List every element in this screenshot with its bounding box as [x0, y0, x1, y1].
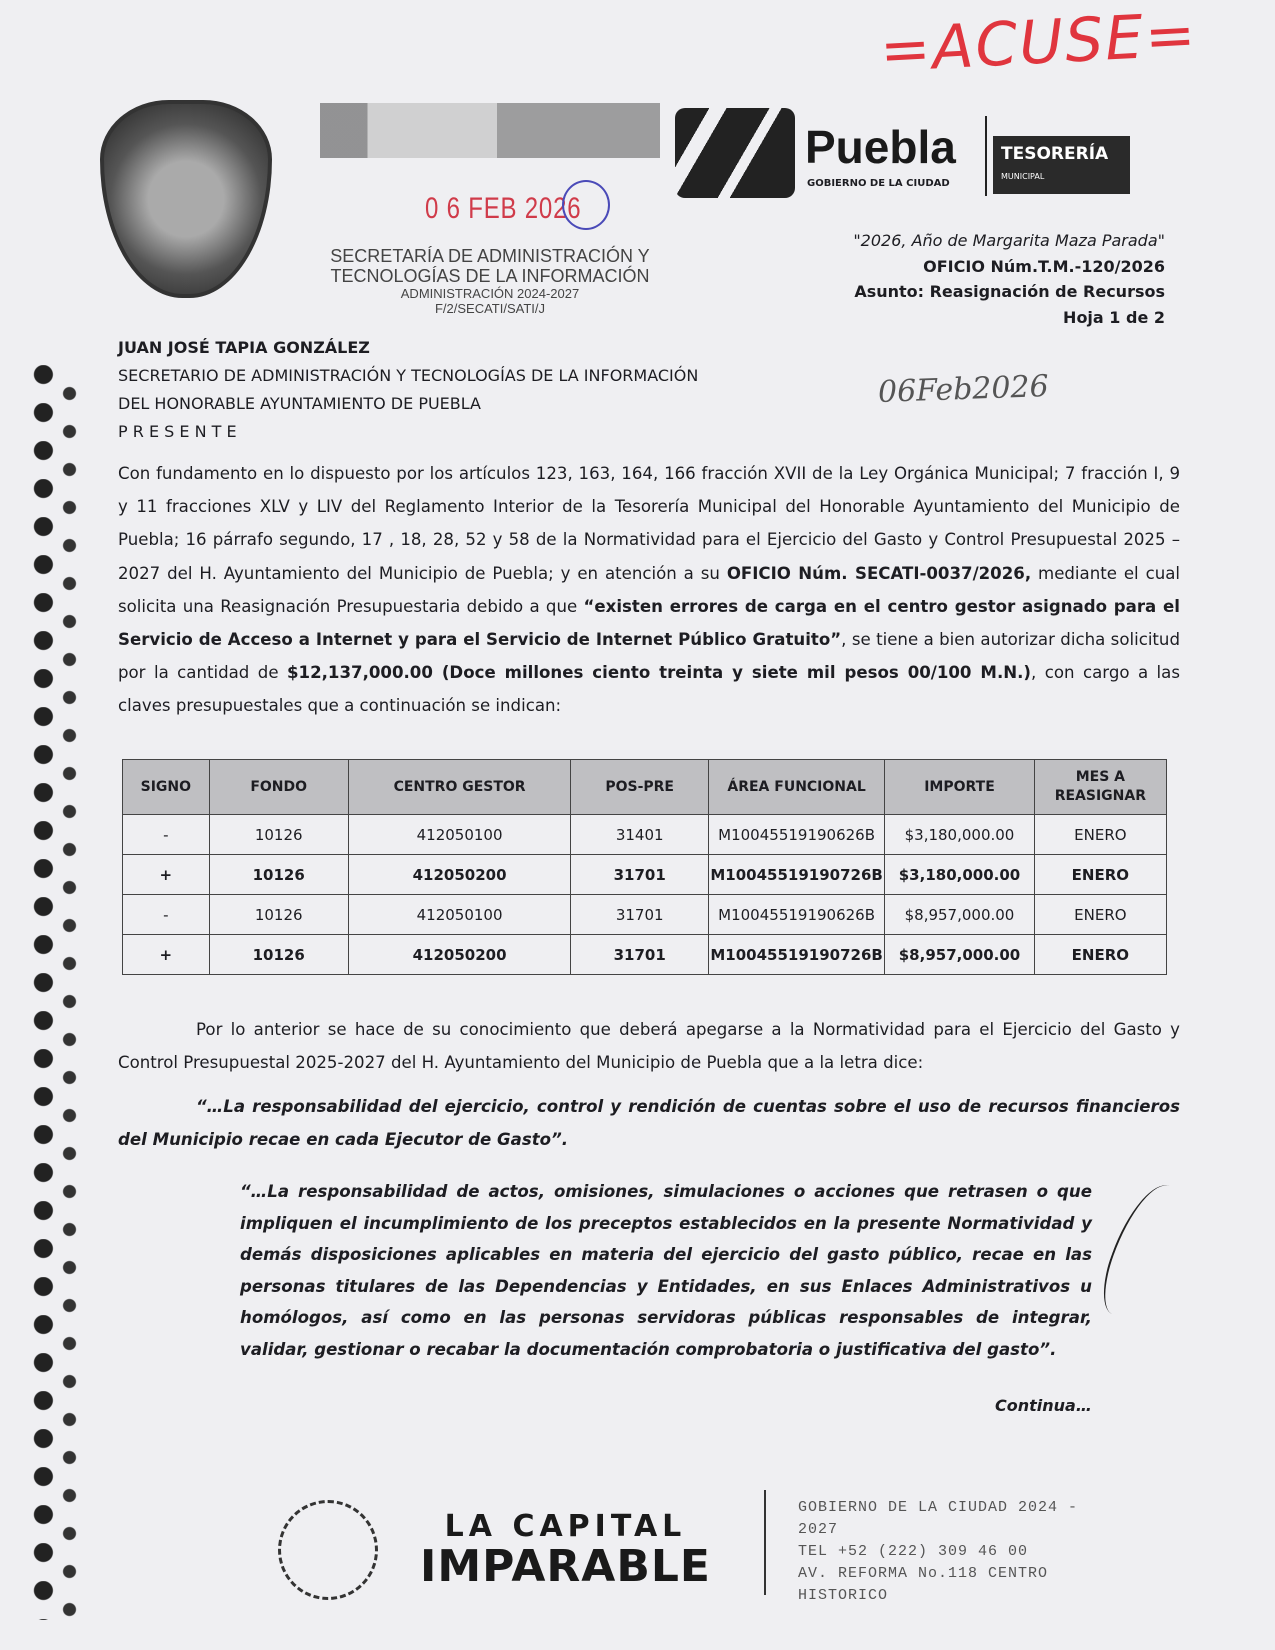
footer-divider [764, 1490, 766, 1595]
addressee-block [118, 334, 698, 446]
table-cell: 31701 [571, 855, 708, 895]
quote-1: “…La responsabilidad del ejercicio, control y rendición de cuentas sobre el uso de recursos financieros del Municipio recae en cada Ejecutor de Gasto”. [118, 1097, 1180, 1150]
table-row [123, 815, 1167, 855]
quote-2: “…La responsabilidad de actos, omisiones, simulaciones o acciones que retrasen o que impliquen el incumplimiento de los preceptos establecidos en la presente Normatividad y demás disposiciones aplicables en materia del ejercicio del gasto público, recae en las personas titulares de las Dependencias y Entidades, en sus Enlaces Administrativos u homólogos, así como en las personas servidoras públicas responsables de integrar, validar, gestionar o recabar la documentación comprobatoria o justificativa del gasto”. [240, 1182, 1092, 1359]
col-header: IMPORTE [885, 760, 1034, 815]
table-cell: + [123, 855, 210, 895]
table-cell: 412050200 [348, 855, 571, 895]
address-line: 2027 [798, 1521, 839, 1538]
handwritten-date: 06Feb2026 [877, 369, 1050, 410]
table-cell: 412050200 [348, 935, 571, 975]
table-cell: $3,180,000.00 [885, 815, 1034, 855]
logo-dept-sub: MUNICIPAL [1001, 172, 1045, 181]
table-cell: $8,957,000.00 [885, 895, 1034, 935]
table-cell: - [123, 815, 210, 855]
table-cell: - [123, 895, 210, 935]
budget-table [122, 759, 1167, 975]
col-header: CENTRO GESTOR [348, 760, 571, 815]
tesoreria-logo [675, 108, 1130, 198]
table-cell: 10126 [209, 935, 348, 975]
addressee-name: JUAN JOSÉ TAPIA GONZÁLEZ [118, 338, 370, 357]
address-line: AV. REFORMA No.118 CENTRO [798, 1565, 1049, 1582]
table-cell: M10045519190726B [708, 935, 884, 975]
logo-divider [985, 116, 987, 196]
col-header: SIGNO [123, 760, 210, 815]
logo-dept-box [993, 136, 1130, 194]
addressee-title: DEL HONORABLE AYUNTAMIENTO DE PUEBLA [118, 394, 481, 413]
table-cell: 10126 [209, 895, 348, 935]
table-cell: 31701 [571, 895, 708, 935]
oficio-number: OFICIO Núm.T.M.-120/2026 [923, 256, 1165, 276]
logo-art [675, 108, 795, 198]
col-header: MES A REASIGNAR [1034, 760, 1166, 815]
table-cell: ENERO [1034, 855, 1166, 895]
table-row [123, 895, 1167, 935]
text: , con cargo a las claves presupuestales que a continuación se indican: [118, 663, 1180, 716]
stamp-line: TECNOLOGÍAS DE LA INFORMACIÓN [330, 266, 650, 286]
table-cell: M10045519190726B [708, 855, 884, 895]
table-cell: + [123, 935, 210, 975]
oficio-reference: OFICIO Núm. SECATI-0037/2026, [726, 563, 1032, 583]
faded-puebla-logo [320, 103, 660, 158]
table-row [123, 855, 1167, 895]
table-cell: 412050100 [348, 815, 571, 855]
quoted-reason: “existen errores de carga en el centro gestor asignado para el Servicio de Acceso a Internet y para el Servicio de Internet Público Gratuito” [118, 596, 1180, 650]
slogan-line-2: IMPARABLE [420, 1541, 711, 1592]
table-cell: $3,180,000.00 [885, 855, 1034, 895]
equality-seal-logo [278, 1500, 378, 1600]
body-paragraph-1 [118, 457, 1180, 723]
logo-dept: TESORERÍA [1001, 144, 1109, 164]
table-cell: M10045519190626B [708, 815, 884, 855]
table-cell: M10045519190626B [708, 895, 884, 935]
footer-address [798, 1497, 1128, 1607]
signature [1093, 1175, 1190, 1324]
document-meta [853, 228, 1165, 330]
body-paragraph-2: Por lo anterior se hace de su conocimiento que deberá apegarse a la Normatividad para el Ejercicio del Gasto y Control Presupuestal 2025-2027 del H. Ayuntamiento del Municipio de Puebla que a la letra dice: [118, 1020, 1180, 1073]
received-stamp [320, 246, 660, 316]
text: mediante el cual solicita una Reasignación Presupuestaria debido a que [118, 563, 1180, 616]
address-line: GOBIERNO DE LA CIUDAD 2024 - [798, 1499, 1079, 1516]
table-cell: 10126 [209, 815, 348, 855]
stamp-initials [562, 180, 610, 230]
table-cell: 31401 [571, 815, 708, 855]
presente: P R E S E N T E [118, 422, 237, 441]
amount: $12,137,000.00 (Doce millones ciento treinta y siete mil pesos 00/100 M.N.) [286, 663, 1032, 683]
table-cell: 31701 [571, 935, 708, 975]
logo-city: Puebla [805, 121, 956, 173]
stamp-sub: ADMINISTRACIÓN 2024-2027 [400, 286, 580, 301]
table-cell: 10126 [209, 855, 348, 895]
stamp-line: SECRETARÍA DE ADMINISTRACIÓN Y [330, 246, 650, 266]
col-header: POS-PRE [571, 760, 708, 815]
page-indicator: Hoja 1 de 2 [1063, 307, 1165, 327]
table-cell: $8,957,000.00 [885, 935, 1034, 975]
address-line: HISTORICO [798, 1587, 889, 1604]
motto: "2026, Año de Margarita Maza Parada" [853, 231, 1165, 250]
table-cell: ENERO [1034, 935, 1166, 975]
table-row [123, 935, 1167, 975]
decorative-border [26, 365, 84, 1620]
addressee-title: SECRETARIO DE ADMINISTRACIÓN Y TECNOLOGÍAS DE LA INFORMACIÓN [118, 366, 699, 385]
table-cell: 412050100 [348, 895, 571, 935]
logo-gov: GOBIERNO DE LA CIUDAD [807, 178, 950, 189]
slogan-line-1: LA CAPITAL [444, 1509, 687, 1544]
subject: Asunto: Reasignación de Recursos [854, 282, 1165, 301]
city-coat-of-arms-logo [100, 100, 272, 298]
address-line: TEL +52 (222) 309 46 00 [798, 1543, 1029, 1560]
table-cell: ENERO [1034, 815, 1166, 855]
continues-label: Continua… [995, 1396, 1092, 1415]
received-stamp-date: 0 6 FEB 2026 [425, 192, 582, 225]
text: , se tiene a bien autorizar dicha solicitud por la cantidad de [118, 630, 1180, 683]
table-cell: ENERO [1034, 895, 1166, 935]
col-header: FONDO [209, 760, 348, 815]
stamp-sub: F/2/SECATI/SATI/J [434, 301, 546, 316]
col-header: ÁREA FUNCIONAL [708, 760, 884, 815]
acuse-handwritten-annotation: =ACUSE= [878, 0, 1200, 87]
slogan-logo [420, 1510, 711, 1590]
text: Con fundamento en lo dispuesto por los artículos 123, 163, 164, 166 fracción XVII de la Ley Orgánica Municipal; 7 fracción I, 9 y 11 fracciones XLV y LIV del Reglamento Interior de la Tesorería Municipal del Honorable Ayuntamiento del Municipio de Puebla; 16 párrafo segundo, 17 , 18, 28, 52 y 58 de la Normatividad para el Ejercicio del Gasto y Control Presupuestal 2025 – 2027 del H. Ayuntamiento del Municipio de Puebla; y en atención a su [118, 464, 1180, 583]
